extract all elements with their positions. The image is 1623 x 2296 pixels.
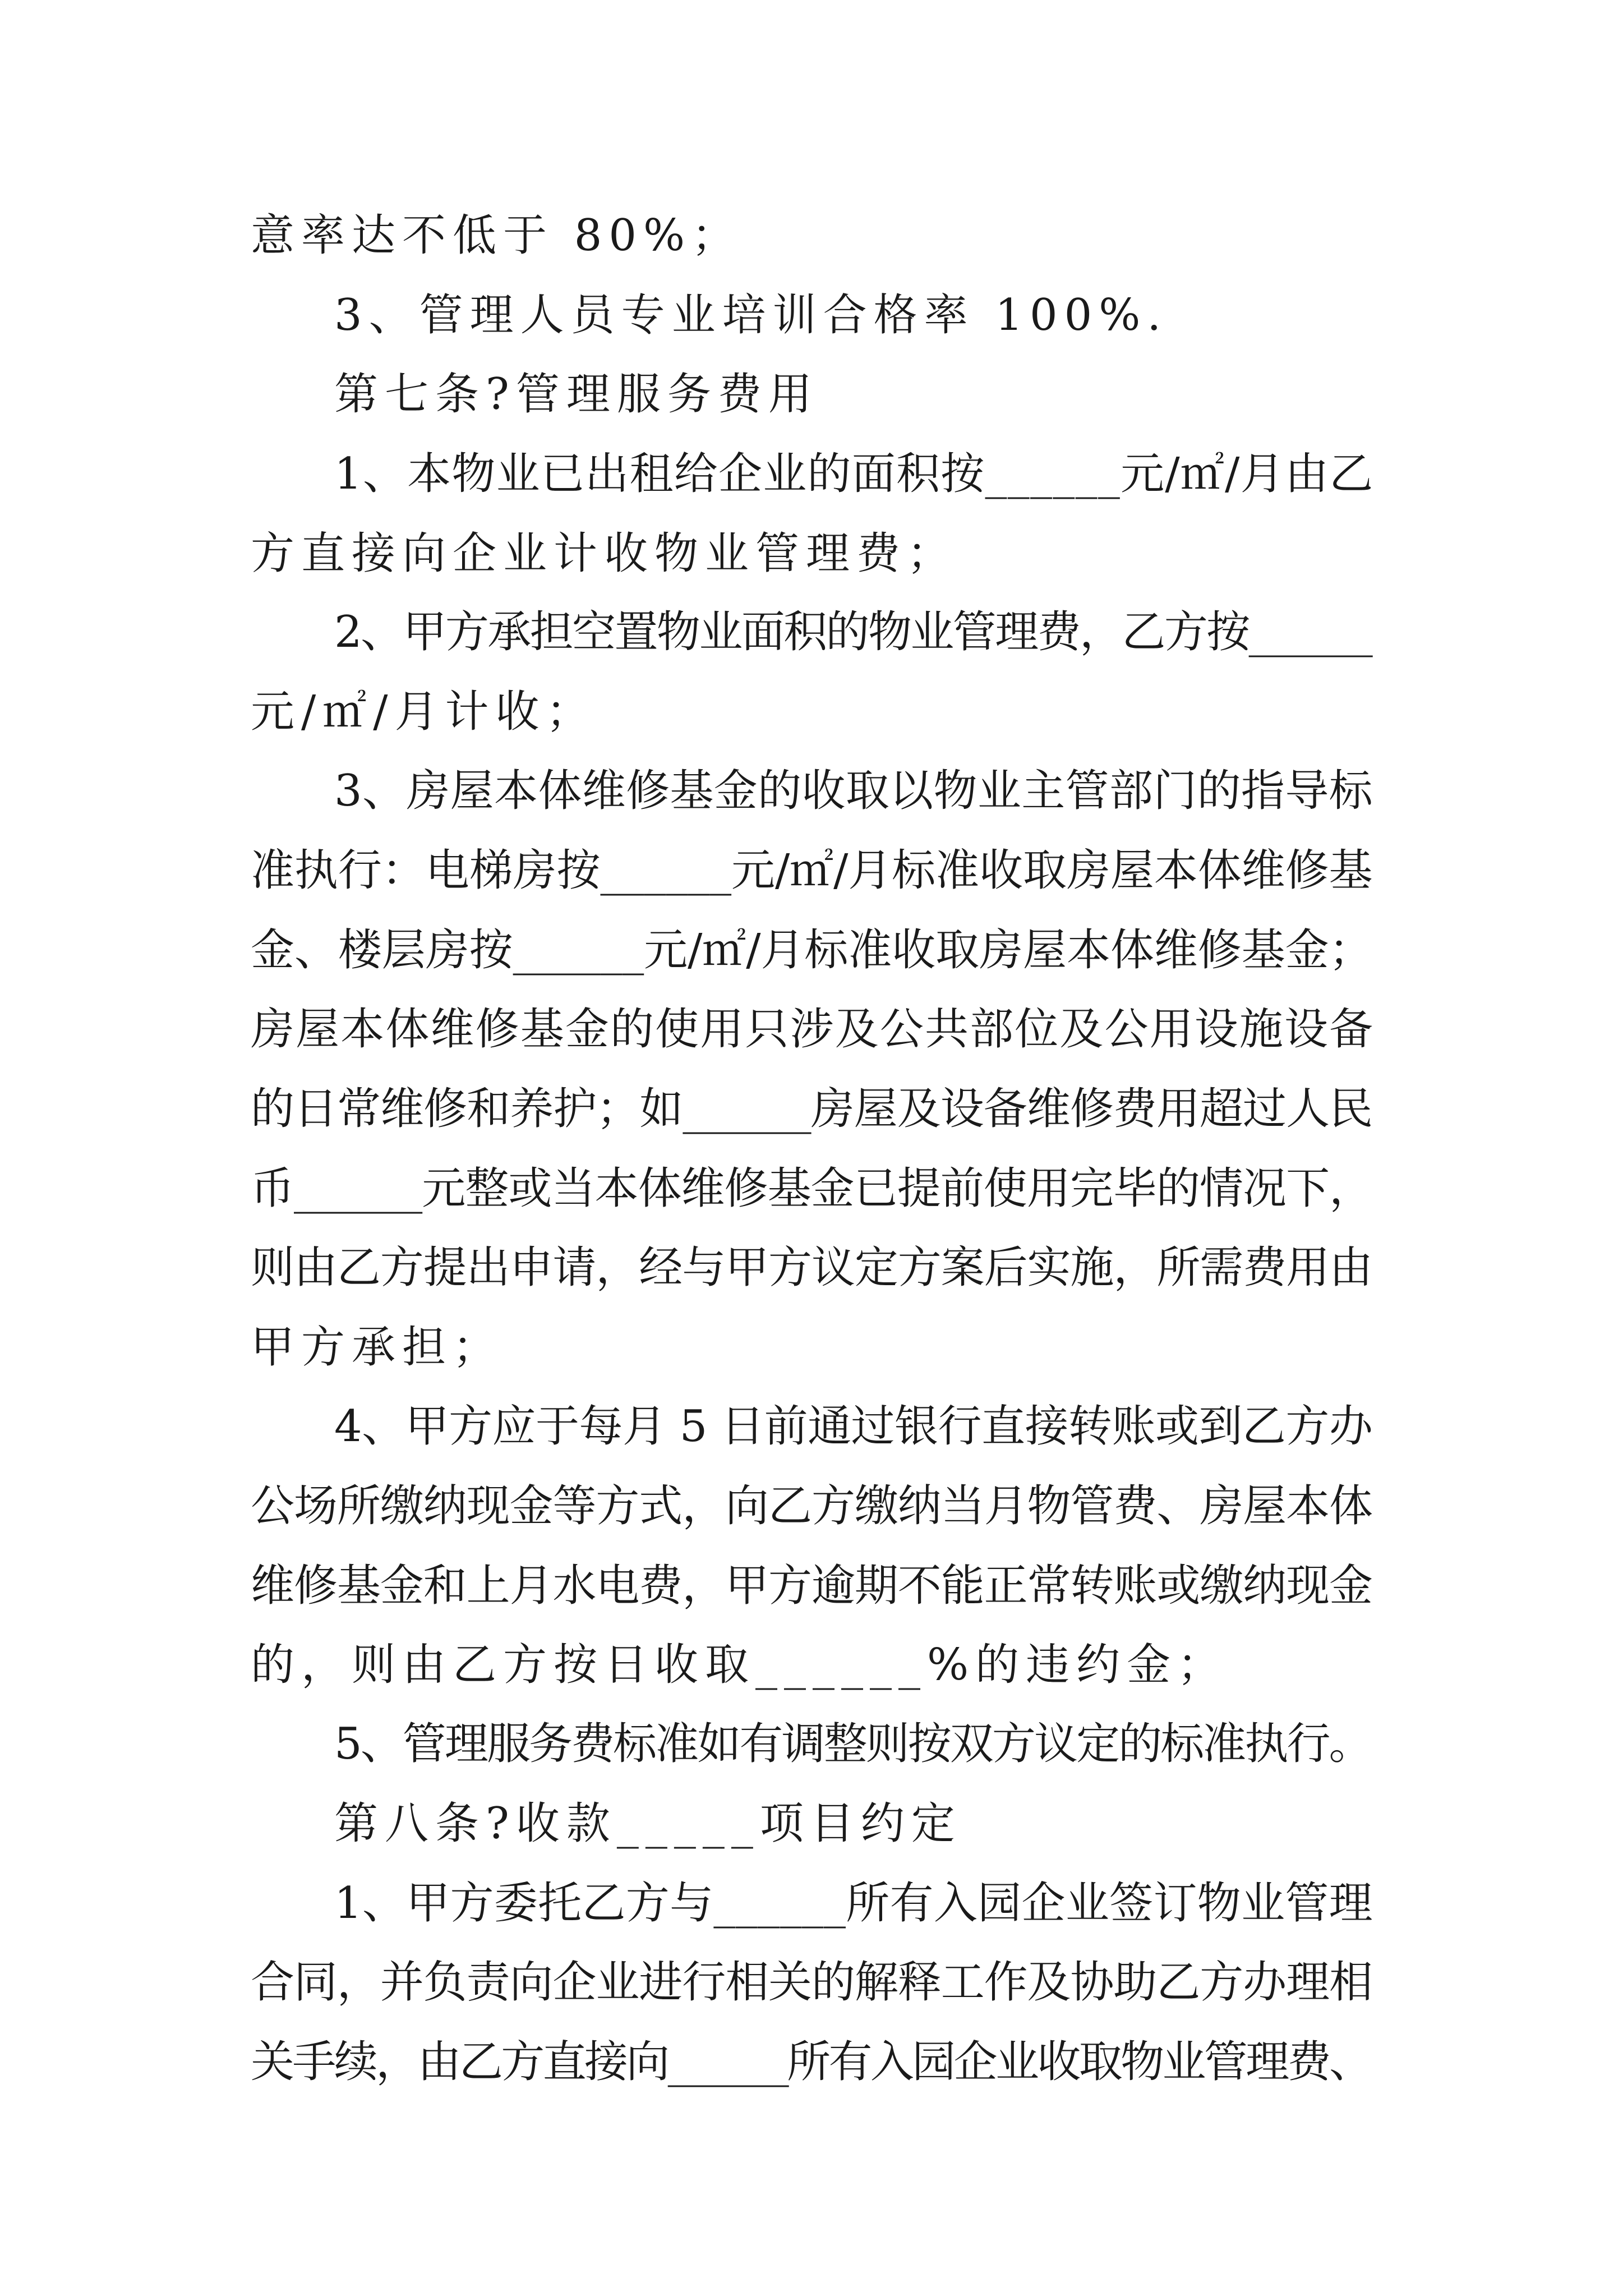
text-line: 意率达不低于 80%； xyxy=(251,210,743,261)
section-heading: 第七条?管理服务费用 xyxy=(334,369,819,420)
text-line: 合同，并负责向企业进行相关的解释工作及协助乙方办理相 xyxy=(251,1957,1372,2008)
text-line: 币______元整或当本体维修基金已提前使用完毕的情况下， xyxy=(251,1163,1373,1214)
text-line: 准执行：电梯房按______元/㎡/月标准收取房屋本体维修基 xyxy=(251,845,1373,896)
text-line: 公场所缴纳现金等方式，向乙方缴纳当月物管费、房屋本体 xyxy=(251,1481,1372,1531)
text-line: 3、管理人员专业培训合格率 100%. xyxy=(334,290,1168,341)
text-line: 房屋本体维修基金的使用只涉及公共部位及公用设施设备 xyxy=(251,1004,1375,1055)
section-heading: 第八条?收款_____项目约定 xyxy=(334,1798,962,1849)
text-line: 关手续，由乙方直接向______所有入园企业收取物业管理费、 xyxy=(251,2037,1371,2087)
text-line: 2、甲方承担空置物业面积的物业管理费，乙方按______ xyxy=(334,607,1372,657)
text-line: 方直接向企业计收物业管理费； xyxy=(251,528,958,579)
text-line: 4、甲方应于每月 5 日前通过银行直接转账或到乙方办 xyxy=(334,1401,1373,1452)
text-line: 甲方承担； xyxy=(251,1322,504,1373)
text-line: 1、甲方委托乙方与______所有入园企业签订物业管理 xyxy=(334,1878,1373,1929)
text-line: 金、楼层房按______元/㎡/月标准收取房屋本体维修基金； xyxy=(251,925,1373,976)
text-line: 的，则由乙方按日收取______%的违约金； xyxy=(251,1640,1228,1690)
text-line: 3、房屋本体维修基金的收取以物业主管部门的指导标 xyxy=(334,766,1373,816)
text-line: 元/㎡/月计收； xyxy=(251,687,597,737)
text-line: 5、管理服务费标准如有调整则按双方议定的标准执行。 xyxy=(334,1719,1371,1769)
text-line: 则由乙方提出申请，经与甲方议定方案后实施，所需费用由 xyxy=(251,1243,1372,1293)
text-line: 的日常维修和养护；如______房屋及设备维修费用超过人民 xyxy=(251,1084,1373,1134)
text-line: 维修基金和上月水电费，甲方逾期不能正常转账或缴纳现金 xyxy=(251,1561,1372,1611)
text-line: 1、本物业已出租给企业的面积按______元/㎡/月由乙 xyxy=(334,449,1374,499)
